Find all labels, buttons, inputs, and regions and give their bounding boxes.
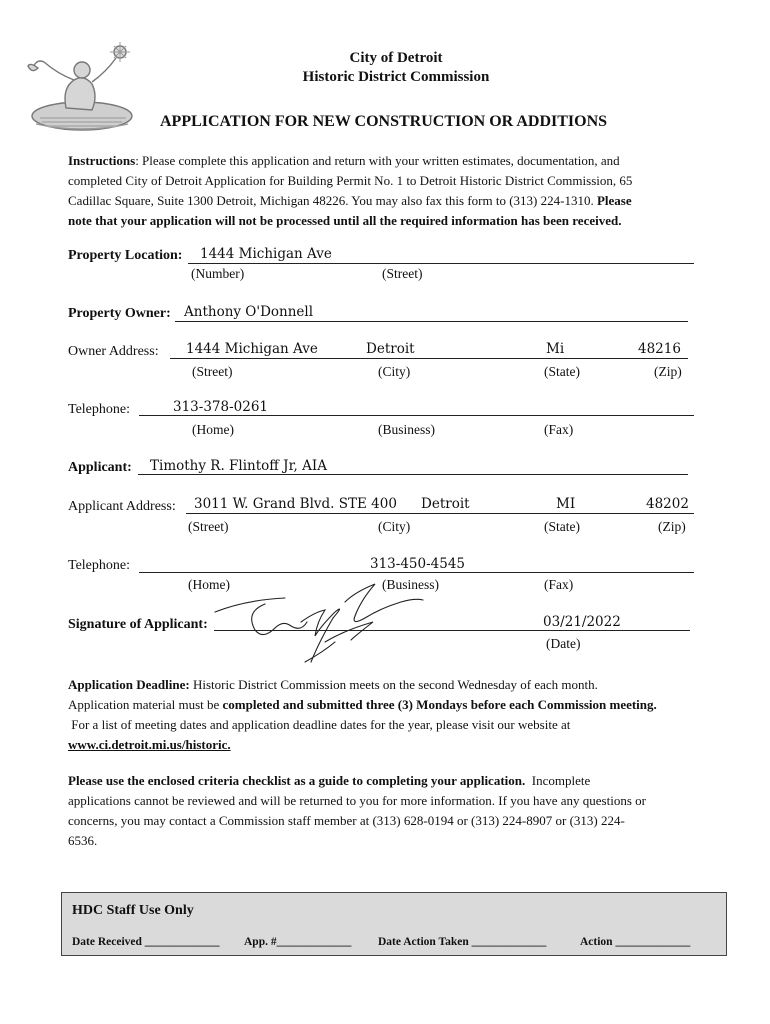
staff-use-box bbox=[61, 892, 727, 956]
applicant-city-field[interactable]: Detroit bbox=[421, 496, 470, 512]
staff-date-action: Date Action Taken _____________ bbox=[378, 936, 547, 948]
instructions-label: Instructions bbox=[68, 153, 136, 168]
page-title: APPLICATION FOR NEW CONSTRUCTION OR ADDITIONS bbox=[160, 113, 608, 130]
property-location-field[interactable]: 1444 Michigan Ave bbox=[200, 246, 332, 262]
header-city: City of Detroit bbox=[349, 50, 443, 66]
applicant-telephone-label: Telephone: bbox=[68, 558, 130, 573]
applicant-address-label: Applicant Address: bbox=[68, 499, 176, 514]
owner-telephone-label: Telephone: bbox=[68, 402, 130, 417]
owner-telephone-home-field[interactable]: 313-378-0261 bbox=[173, 399, 269, 415]
applicant-label: Applicant: bbox=[68, 460, 132, 475]
owner-state-field[interactable]: Mi bbox=[546, 341, 565, 357]
applicant-state-field[interactable]: MI bbox=[556, 496, 576, 512]
instructions: Instructions: Please complete this application and return with your written estimates, documentation, and completed City of Detroit Application for Building Permit No. 1 to Detroit Historic District Commission, 65 Cadillac Square, Suite 1300 Detroit, Michigan 48226. You may also fax this form to (313) 224-1310. Please note that your application will not be processed until all the required information has been received. bbox=[68, 153, 633, 228]
property-owner-field[interactable]: Anthony O'Donnell bbox=[184, 304, 314, 320]
applicant-street-field[interactable]: 3011 W. Grand Blvd. STE 400 bbox=[194, 496, 397, 512]
property-location-label: Property Location: bbox=[68, 248, 183, 263]
staff-date-received: Date Received _____________ bbox=[72, 936, 220, 948]
staff-action: Action _____________ bbox=[580, 936, 691, 948]
applicant-zip-field[interactable]: 48202 bbox=[646, 496, 689, 512]
signature-date-field[interactable]: 03/21/2022 bbox=[543, 614, 621, 630]
applicant-field[interactable]: Timothy R. Flintoff Jr, AIA bbox=[150, 458, 327, 474]
signature-image[interactable] bbox=[205, 582, 435, 672]
property-owner-label: Property Owner: bbox=[68, 306, 171, 321]
website-link[interactable]: www.ci.detroit.mi.us/historic. bbox=[68, 737, 231, 752]
staff-app-number: App. #_____________ bbox=[244, 936, 352, 948]
owner-city-field[interactable]: Detroit bbox=[366, 341, 415, 357]
staff-title: HDC Staff Use Only bbox=[72, 903, 194, 918]
criteria-paragraph: Please use the enclosed criteria checklist as a guide to completing your application. Incomplete applications cannot be reviewed and will be returned to you for more information. If you have any questions or concerns, you may contact a Commission staff member at (313) 628-0194 or (313) 224-8907 or (313) 224- 6536. bbox=[68, 773, 646, 848]
applicant-telephone-business-field[interactable]: 313-450-4545 bbox=[370, 556, 466, 572]
owner-street-field[interactable]: 1444 Michigan Ave bbox=[186, 341, 318, 357]
deadline-paragraph: Application Deadline: Historic District Commission meets on the second Wednesday of each month. Application material must be completed and submitted three (3) Mondays before each Commission meeting. For a list of meeting dates and application deadline dates for the year, please visit our website at www.ci.detroit.mi.us/historic. bbox=[68, 677, 657, 752]
header-commission: Historic District Commission bbox=[302, 69, 490, 85]
signature-label: Signature of Applicant: bbox=[68, 617, 208, 632]
owner-zip-field[interactable]: 48216 bbox=[638, 341, 681, 357]
owner-address-label: Owner Address: bbox=[68, 344, 159, 359]
